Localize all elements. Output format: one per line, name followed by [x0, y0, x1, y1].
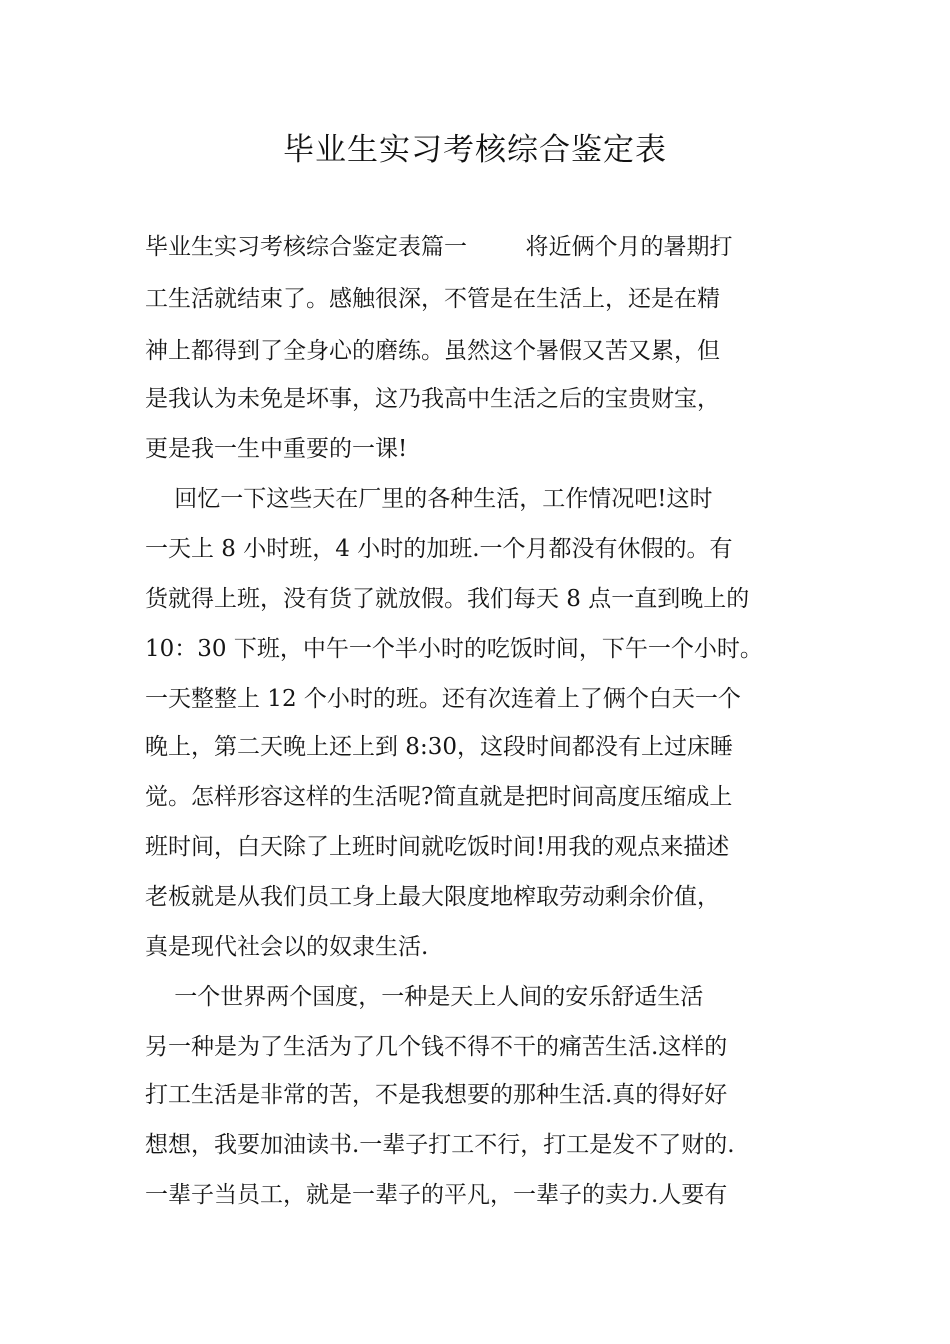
- text-line-19: 想想，我要加油读书.一辈子打工不行，打工是发不了财的.: [145, 1132, 735, 1158]
- text-line-17: 另一种是为了生活为了几个钱不得不干的痛苦生活.这样的: [145, 1034, 728, 1060]
- text-line-13: 班时间，白天除了上班时间就吃饭时间!用我的观点来描述: [145, 834, 730, 860]
- text-line-15: 真是现代社会以的奴隶生活.: [145, 934, 429, 960]
- text-line-3: 神上都得到了全身心的磨练。虽然这个暑假又苦又累，但: [145, 338, 720, 364]
- text-line-14: 老板就是从我们员工身上最大限度地榨取劳动剩余价值，: [145, 884, 720, 910]
- text-line-4: 是我认为未免是坏事，这乃我高中生活之后的宝贵财宝，: [145, 386, 720, 412]
- text-line-18: 打工生活是非常的苦，不是我想要的那种生活.真的得好好: [145, 1082, 728, 1108]
- text-line-10: 一天整整上 12 个小时的班。还有次连着上了俩个白天一个: [145, 686, 741, 712]
- text-line-6: 回忆一下这些天在厂里的各种生活，工作情况吧!这时: [145, 486, 713, 512]
- document-title: 毕业生实习考核综合鉴定表: [283, 132, 667, 168]
- text-line-8: 货就得上班，没有货了就放假。我们每天 8 点一直到晚上的: [145, 586, 750, 612]
- text-line-20: 一辈子当员工，就是一辈子的平凡，一辈子的卖力.人要有: [145, 1182, 728, 1208]
- text-line-12: 觉。怎样形容这样的生活呢?简直就是把时间高度压缩成上: [145, 784, 733, 810]
- text-line-5: 更是我一生中重要的一课!: [145, 436, 408, 462]
- text-line-11: 晚上，第二天晚上还上到 8:30，这段时间都没有上过床睡: [145, 734, 733, 760]
- text-line-1: 毕业生实习考核综合鉴定表篇一 将近俩个月的暑期打: [145, 234, 733, 260]
- text-line-16: 一个世界两个国度，一种是天上人间的安乐舒适生活: [145, 984, 704, 1010]
- text-line-2: 工生活就结束了。感触很深，不管是在生活上，还是在精: [145, 286, 720, 312]
- text-line-9: 10：30 下班，中午一个半小时的吃饭时间，下午一个小时。: [145, 636, 763, 662]
- text-line-7: 一天上 8 小时班，4 小时的加班.一个月都没有休假的。有: [145, 536, 733, 562]
